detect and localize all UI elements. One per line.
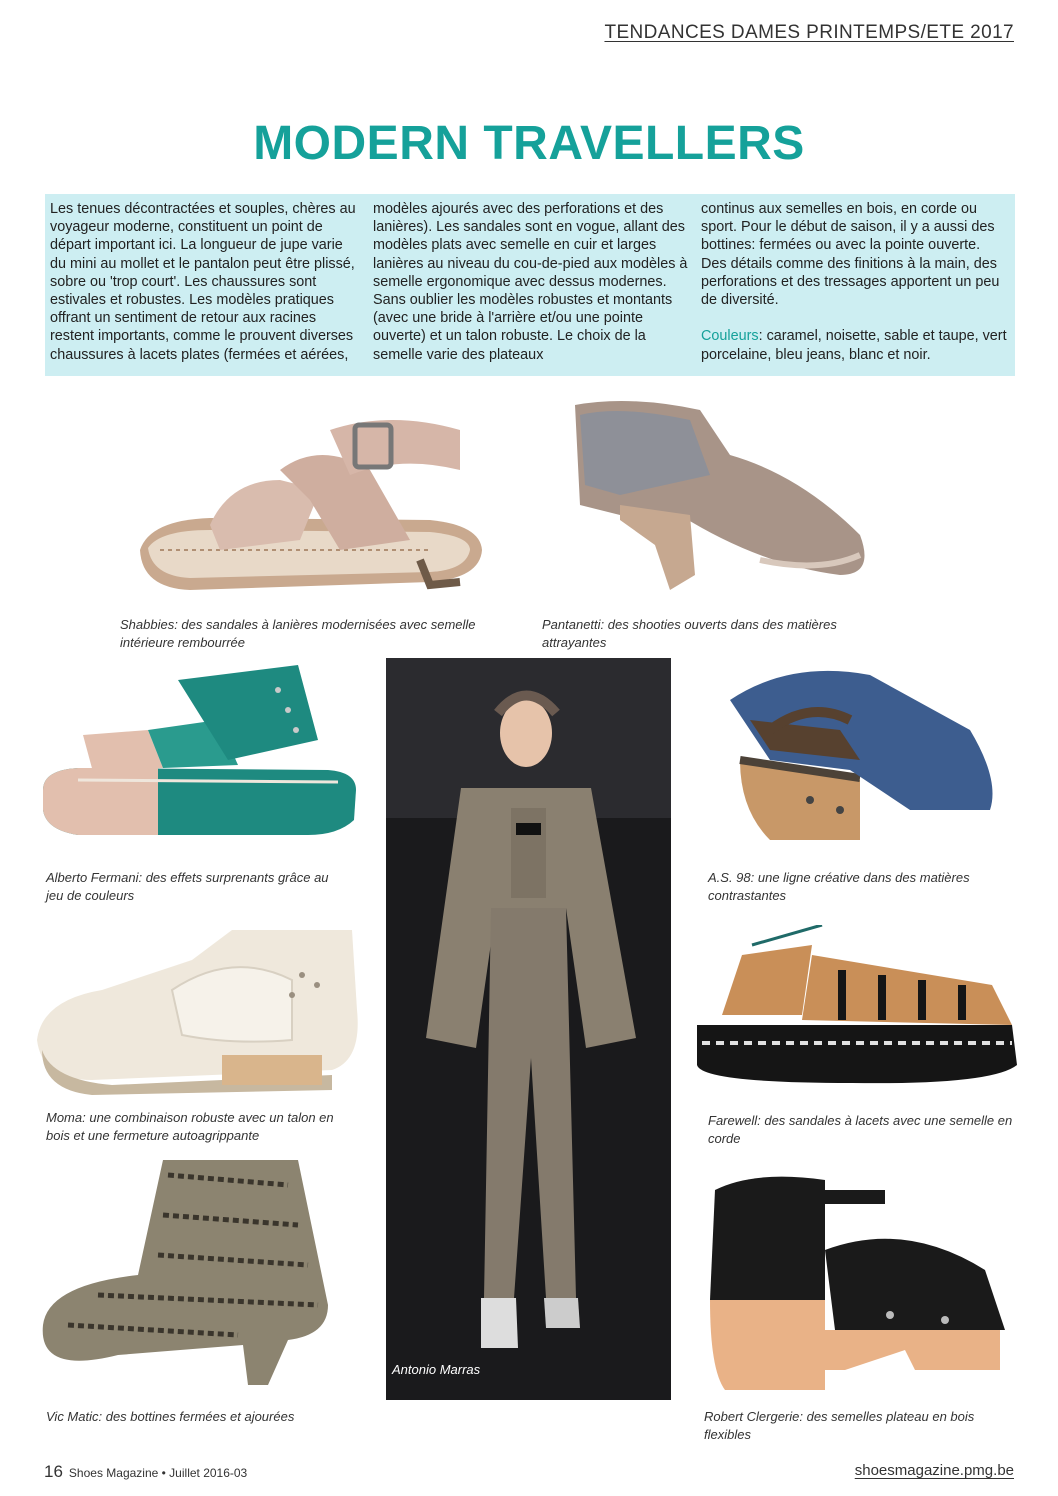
caption-clergerie: Robert Clergerie: des semelles plateau en bois flexibles (704, 1409, 975, 1442)
colors-text: : caramel, noisette, sable et taupe, vert porcelaine, bleu jeans, blanc et noir. (701, 328, 1007, 363)
farewell-sandal-image (692, 925, 1022, 1085)
runway-photo (386, 658, 671, 1400)
clergerie-platform-image (705, 1170, 1015, 1395)
vicmatic-bootie-image (38, 1155, 338, 1395)
page-number: 16 (44, 1462, 63, 1481)
caption-fermani: Alberto Fermani: des effets surprenants grâce au jeu de couleurs (46, 870, 329, 903)
caption-shabbies: Shabbies: des sandales à lanières modernisées avec semelle intérieure rembourrée (120, 617, 476, 650)
footer-url-link[interactable]: shoesmagazine.pmg.be (854, 1462, 1014, 1479)
section-header: TENDANCES DAMES PRINTEMPS/ETE 2017 (604, 22, 1014, 43)
pantanetti-shootie-image (560, 395, 880, 600)
caption-pantanetti: Pantanetti: des shooties ouverts dans des matières attrayantes (542, 617, 837, 650)
intro-column-1: Les tenues décontractées et souples, chères au voyageur moderne, constituent un point de départ important ici. La longueur de jupe varie du mini au mollet et le pantalon peut être plissé, sobre ou 'trop court'. Les chaussures sont estivales et robustes. Les modèles pratiques offrant un sentiment de retour aux racines restent importants, comme le prouvent diverses chaussures à lacets plates (fermées et aérées, (50, 201, 356, 363)
page-title: MODERN TRAVELLERS (253, 117, 805, 170)
caption-vicmatic: Vic Matic: des bottines fermées et ajourées (46, 1409, 295, 1424)
moma-shoe-image (32, 920, 362, 1100)
caption-farewell: Farewell: des sandales à lacets avec une semelle en corde (708, 1113, 1013, 1146)
shabbies-sandal-image (130, 400, 490, 610)
caption-moma: Moma: une combinaison robuste avec un talon en bois et une fermeture autoagrippante (46, 1110, 334, 1143)
as98-sandal-image (710, 660, 1000, 850)
magazine-issue: Shoes Magazine • Juillet 2016-03 (68, 1466, 248, 1480)
intro-column-3-text: continus aux semelles en bois, en corde ou sport. Pour le début de saison, il y a aussi des bottines: fermées ou avec la pointe ouverte. Des détails comme des finitions à la main, des perforations et des tressages apportent un peu de diversité. (701, 201, 1000, 309)
caption-runway: Antonio Marras (392, 1362, 481, 1377)
caption-as98: A.S. 98: une ligne créative dans des matières contrastantes (708, 870, 970, 903)
antonio-marras-model-image (386, 658, 671, 1400)
fermani-sandal-image (38, 660, 360, 840)
intro-column-3 (701, 200, 1009, 364)
intro-column-2: modèles ajourés avec des perforations et des lanières). Les sandales sont en vogue, allant des modèles plats avec semelle en cuir et larges lanières au niveau du cou-de-pied aux modèles à semelle ergonomique avec dessus modernes. Sans oublier les modèles robustes et montants (avec une bride à l'arrière et/ou une pointe ouverte) et un talon robuste. Le choix de la semelle varie des plateaux (373, 201, 688, 363)
colors-label: Couleurs (701, 328, 759, 345)
footer-left (44, 1462, 247, 1482)
